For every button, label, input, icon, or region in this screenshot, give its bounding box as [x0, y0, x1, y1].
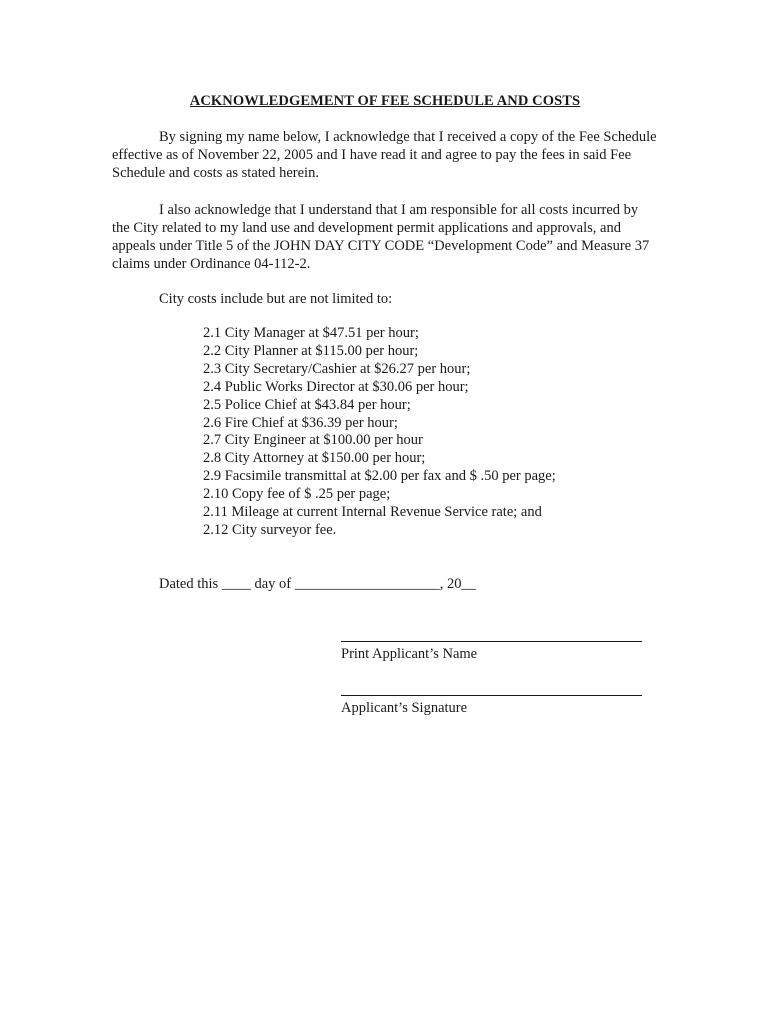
cost-item: 2.10 Copy fee of $ .25 per page;: [203, 486, 391, 503]
print-name-block: [341, 641, 642, 663]
signature-label: Applicant’s Signature: [341, 700, 468, 716]
cost-item: 2.3 City Secretary/Cashier at $26.27 per hour;: [203, 360, 471, 377]
cost-item: 2.7 City Engineer at $100.00 per hour: [203, 432, 423, 449]
cost-item: 2.12 City surveyor fee.: [203, 521, 337, 538]
cost-item: 2.2 City Planner at $115.00 per hour;: [203, 342, 419, 359]
signature-block: [341, 695, 642, 717]
cost-item: 2.5 Police Chief at $43.84 per hour;: [203, 396, 411, 413]
cost-item: 2.1 City Manager at $47.51 per hour;: [203, 325, 419, 341]
signature-line[interactable]: [341, 695, 642, 696]
cost-item: 2.6 Fire Chief at $36.39 per hour;: [203, 414, 398, 431]
cost-item: 2.11 Mileage at current Internal Revenue Service rate; and: [203, 504, 542, 521]
cost-item: 2.9 Facsimile transmittal at $2.00 per fax and $ .50 per page;: [203, 468, 556, 485]
print-name-line[interactable]: [341, 641, 642, 642]
dated-line[interactable]: Dated this ____ day of ____________________, 20__: [159, 576, 476, 592]
cost-list: [203, 325, 556, 540]
responsibility-paragraph: I also acknowledge that I understand that I am responsible for all costs incurred by the City related to my land use and development permit applications and approvals, and appeals under Title 5 of the JOHN DAY CITY CODE “Development Code” and Measure 37 claims under Ordinance 04-112-2.: [112, 202, 650, 272]
costs-intro: City costs include but are not limited to:: [159, 291, 393, 307]
print-name-label: Print Applicant’s Name: [341, 646, 478, 662]
acknowledgement-paragraph: By signing my name below, I acknowledge that I received a copy of the Fee Schedule effective as of November 22, 2005 and I have read it and agree to pay the fees in said Fee Schedule and costs as stated herein.: [112, 129, 657, 181]
cost-item: 2.4 Public Works Director at $30.06 per hour;: [203, 378, 469, 395]
cost-item: 2.8 City Attorney at $150.00 per hour;: [203, 450, 426, 467]
document-title: ACKNOWLEDGEMENT OF FEE SCHEDULE AND COSTS: [189, 93, 581, 109]
